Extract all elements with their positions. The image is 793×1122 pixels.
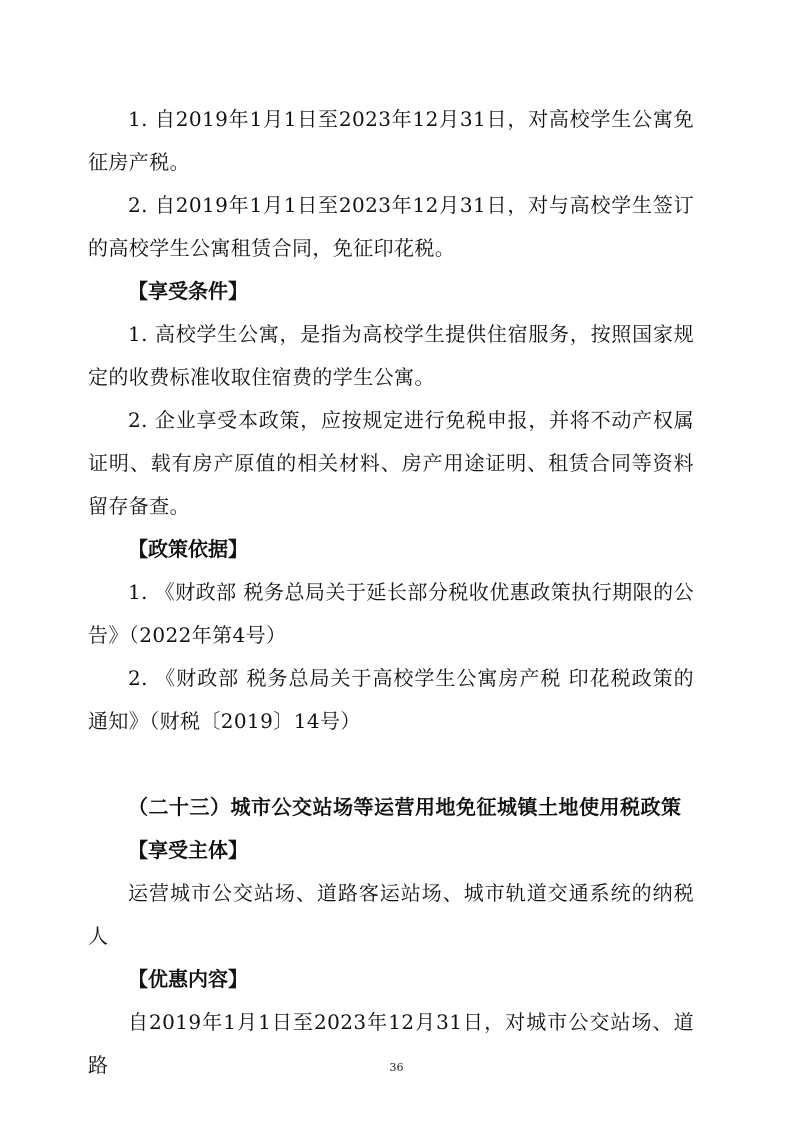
heading-policy-basis: 【政策依据】 xyxy=(128,537,248,561)
basis-item-1: 1. 《财政部 税务总局关于延长部分税收优惠政策执行期限的公告》（2022年第4号） xyxy=(88,580,694,647)
page-number: 36 xyxy=(389,1061,404,1074)
condition-item-1: 1. 高校学生公寓，是指为高校学生提供住宿服务，按照国家规定的收费标准收取住宿费的学生公寓。 xyxy=(88,322,694,389)
beneficiary-text: 运营城市公交站场、道路客运站场、城市轨道交通系统的纳税人 xyxy=(88,881,694,948)
condition-item-2: 2. 企业享受本政策，应按规定进行免税申报，并将不动产权属证明、载有房产原值的相关材料、房产用途证明、租赁合同等资料留存备查。 xyxy=(88,408,694,518)
basis-item-2: 2. 《财政部 税务总局关于高校学生公寓房产税 印花税政策的通知》（财税〔2019〕14号） xyxy=(88,666,694,733)
benefit-text: 自2019年1月1日至2023年12月31日，对城市公交站场、道路 xyxy=(88,1010,694,1077)
paragraph-exemption-stamp-tax: 2. 自2019年1月1日至2023年12月31日，对与高校学生签订的高校学生公寓租赁合同，免征印花税。 xyxy=(88,193,694,260)
section-gap xyxy=(88,743,694,786)
heading-benefit-content: 【优惠内容】 xyxy=(128,967,248,991)
paragraph-exemption-property-tax: 1. 自2019年1月1日至2023年12月31日，对高校学生公寓免征房产税。 xyxy=(88,107,694,174)
page-content xyxy=(88,98,694,1087)
heading-beneficiary: 【享受主体】 xyxy=(128,838,248,862)
section-title: （二十三）城市公交站场等运营用地免征城镇土地使用税政策 xyxy=(128,795,682,819)
heading-conditions: 【享受条件】 xyxy=(128,279,248,303)
